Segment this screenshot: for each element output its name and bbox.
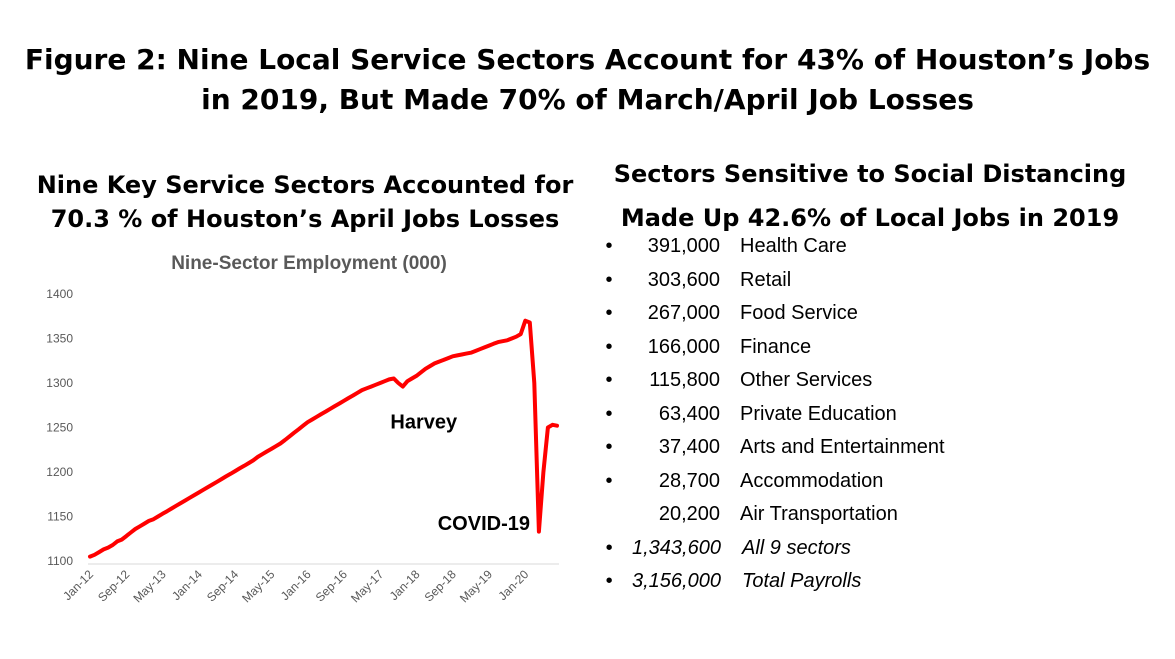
sector-name: All 9 sectors [742, 536, 851, 559]
x-tick-label: Jan-20 [495, 567, 532, 604]
covid-19-annotation: COVID-19 [437, 513, 530, 536]
figure-title-line-2: in 2019, But Made 70% of March/April Job Losses [201, 83, 974, 116]
sector-name: Accommodation [740, 469, 884, 492]
y-tick-label: 1250 [46, 420, 73, 435]
sector-value: 3,156,000 [632, 570, 721, 592]
x-tick-label: Sep-14 [203, 567, 242, 605]
list-bullet: • [605, 570, 613, 592]
sector-value: 303,600 [647, 268, 720, 291]
list-bullet: • [605, 369, 613, 391]
x-tick-label: Sep-16 [312, 567, 351, 605]
x-tick-label: Jan-18 [386, 567, 423, 604]
list-bullet: • [605, 402, 613, 425]
sector-value: 20,200 [658, 503, 720, 525]
sector-value: 115,800 [649, 369, 720, 391]
list-bullet: • [605, 302, 613, 324]
chart-heading-line-2: 70.3 % of Houston’s April Jobs Losses [50, 205, 560, 233]
list-bullet: • [605, 268, 613, 291]
sector-name: Finance [740, 335, 812, 358]
sector-value: 166,000 [647, 335, 720, 358]
x-tick-label: May-15 [239, 567, 278, 606]
sector-name: Retail [740, 268, 792, 291]
list-bullet: • [605, 469, 613, 492]
chart-heading-line-1: Nine Key Service Sectors Accounted for [36, 171, 574, 199]
y-tick-label: 1200 [46, 465, 73, 479]
y-tick-label: 1400 [46, 287, 73, 301]
harvey-annotation: Harvey [390, 411, 458, 434]
x-tick-label: Jan-14 [169, 567, 205, 604]
x-tick-label: May-17 [348, 567, 387, 606]
sector-list-heading [590, 152, 1150, 240]
sector-list-heading-line-2: Made Up 42.6% of Local Jobs in 2019 [620, 204, 1120, 232]
sector-value: 1,343,600 [632, 536, 721, 559]
sector-value: 391,000 [647, 235, 720, 257]
y-tick-label: 1350 [46, 331, 73, 346]
sector-name: Air Transportation [740, 503, 898, 525]
sector-value: 267,000 [647, 302, 720, 324]
sector-name: Health Care [740, 235, 847, 257]
list-bullet: • [605, 536, 613, 559]
sector-name: Food Service [740, 302, 858, 324]
list-bullet: • [605, 335, 613, 358]
plot-title: Nine-Sector Employment (000) [171, 253, 447, 274]
x-tick-label: Sep-18 [421, 567, 459, 605]
sector-name: Total Payrolls [742, 570, 862, 592]
list-bullet: • [605, 436, 613, 458]
list-bullet: • [605, 235, 613, 257]
x-tick-label: Jan-12 [60, 567, 97, 604]
y-tick-label: 1150 [47, 509, 73, 524]
sector-name: Arts and Entertainment [740, 436, 945, 458]
sector-name: Private Education [740, 402, 897, 425]
x-tick-label: Jan-16 [277, 567, 314, 604]
figure-title-line-1: Figure 2: Nine Local Service Sectors Account for 43% of Houston’s Jobs [24, 43, 1151, 76]
figure-title [20, 40, 1155, 120]
x-tick-label: Sep-12 [95, 567, 133, 605]
y-tick-label: 1100 [47, 554, 73, 568]
chart-heading [25, 168, 585, 236]
y-tick-label: 1300 [46, 376, 73, 390]
x-tick-label: May-19 [456, 567, 496, 606]
sector-value: 28,700 [658, 469, 720, 492]
employment-line-chart [0, 240, 590, 630]
sector-name: Other Services [740, 369, 873, 391]
sector-value: 63,400 [658, 402, 720, 425]
sector-list-heading-line-1: Sectors Sensitive to Social Distancing [613, 160, 1127, 188]
x-tick-label: May-13 [130, 567, 169, 606]
sector-value: 37,400 [658, 436, 720, 458]
